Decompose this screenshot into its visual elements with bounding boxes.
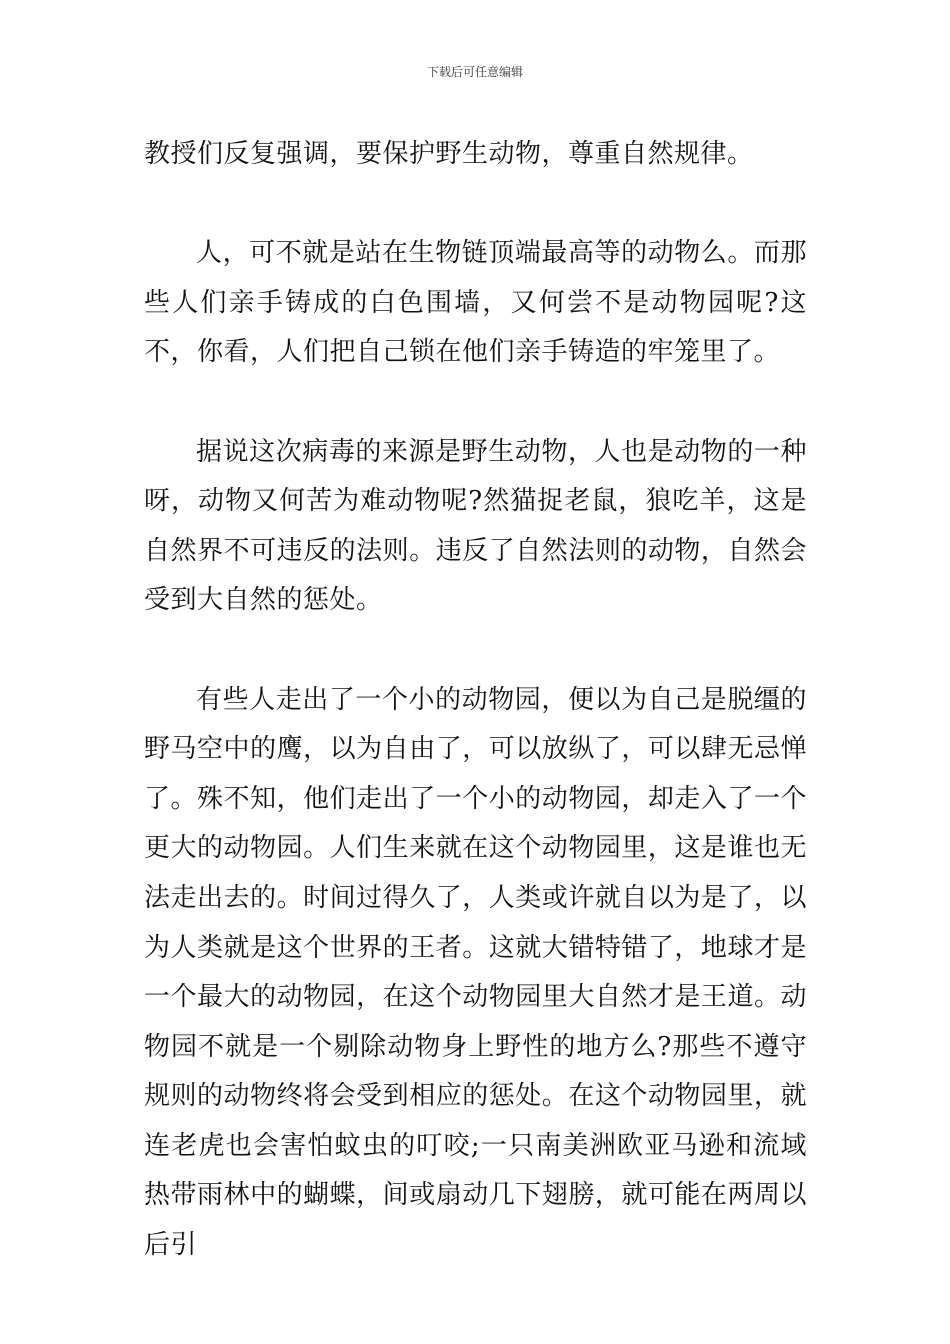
paragraph-2: 人，可不就是站在生物链顶端最高等的动物么。而那些人们亲手铸成的白色围墙，又何尝不是动物园呢?这不，你看，人们把自己锁在他们亲手铸造的牢笼里了。: [144, 238, 807, 368]
paragraph-4: 有些人走出了一个小的动物园，便以为自己是脱缰的野马空中的鹰，以为自由了，可以放纵了，可以肆无忌惮了。殊不知，他们走出了一个小的动物园，却走入了一个更大的动物园。人们生来就在这个动物园里，这是谁也无法走出去的。时间过得久了，人类或许就自以为是了，以为人类就是这个世界的王者。这就大错特错了，地球才是一个最大的动物园，在这个动物园里大自然才是王道。动物园不就是一个剔除动物身上野性的地方么?那些不遵守规则的动物终将会受到相应的惩处。在这个动物园里，就连老虎也会害怕蚊虫的叮咬;一只南美洲欧亚马逊和流域热带雨林中的蝴蝶，间或扇动几下翅膀，就可能在两周以后引: [144, 684, 807, 1261]
paragraph-gap: [144, 626, 807, 676]
paragraph-1: 教授们反复强调，要保护野生动物，尊重自然规律。: [144, 139, 754, 169]
document-body: [144, 130, 807, 1271]
paragraph-3: 据说这次病毒的来源是野生动物，人也是动物的一种呀，动物又何苦为难动物呢?然猫捉老鼠，狼吃羊，这是自然界不可违反的法则。违反了自然法则的动物，自然会受到大自然的惩处。: [144, 436, 807, 616]
paragraph-gap: [144, 378, 807, 428]
page-header-note: 下载后可任意编辑: [426, 65, 523, 79]
paragraph-gap: [144, 180, 807, 230]
